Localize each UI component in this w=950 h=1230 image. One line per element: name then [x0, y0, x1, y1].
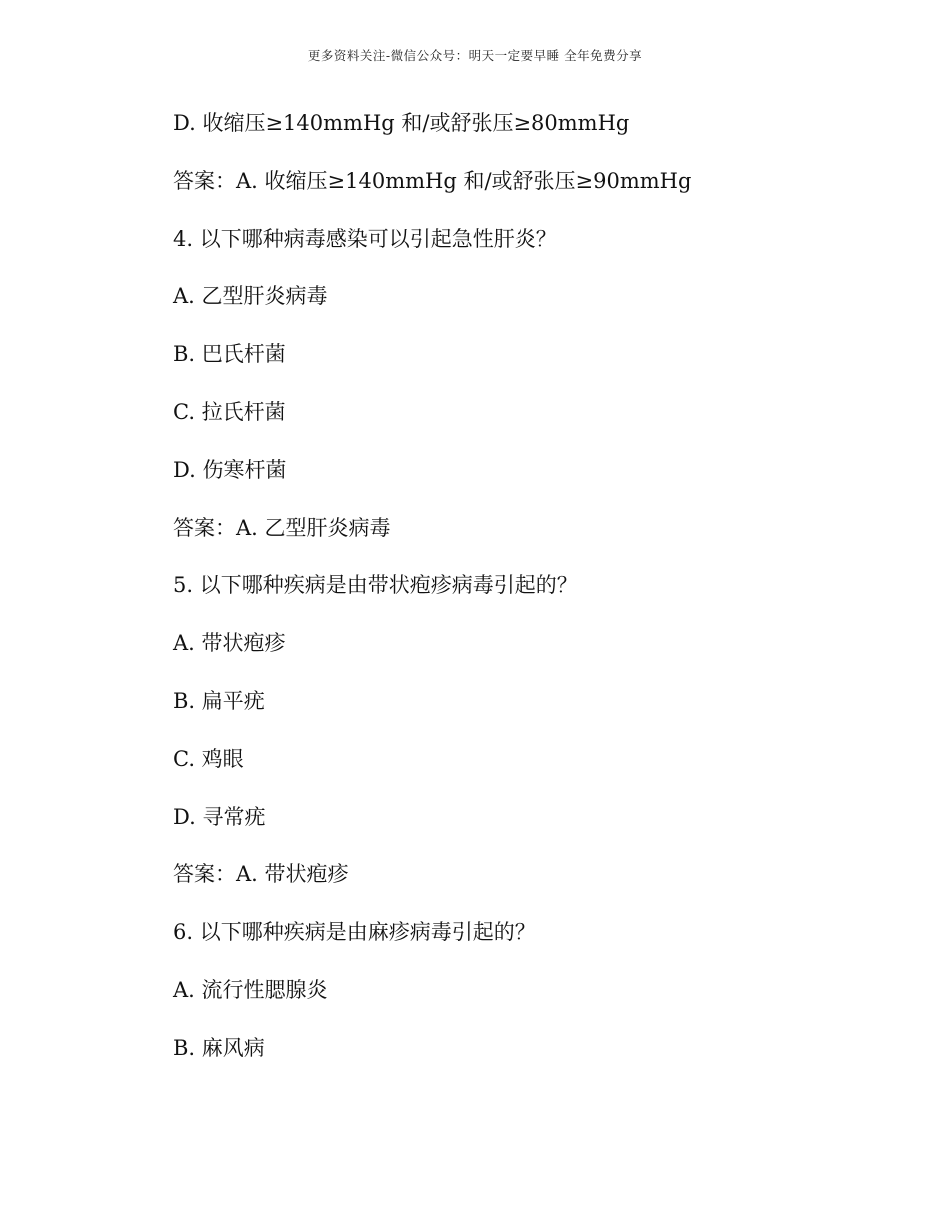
q5-option-a: A. 带状疱疹	[173, 631, 286, 656]
q5-option-d: D. 寻常疣	[173, 804, 266, 829]
q4-option-b: B. 巴氏杆菌	[173, 342, 286, 367]
q4-option-c: C. 拉氏杆菌	[173, 399, 286, 424]
q5-option-c: C. 鸡眼	[173, 746, 244, 771]
q6-question: 6. 以下哪种疾病是由麻疹病毒引起的？	[173, 920, 536, 945]
document-body	[173, 105, 813, 1088]
q4-answer: 答案：A. 乙型肝炎病毒	[173, 515, 391, 540]
q5-answer: 答案：A. 带状疱疹	[173, 862, 349, 887]
q3-answer: 答案：A. 收缩压≥140mmHg 和/或舒张压≥90mmHg	[173, 168, 692, 193]
page-header: 更多资料关注-微信公众号：明天一定要早睡 全年免费分享	[307, 48, 643, 63]
q4-option-d: D. 伤寒杆菌	[173, 457, 287, 482]
q4-question: 4. 以下哪种病毒感染可以引起急性肝炎？	[173, 226, 557, 251]
q5-question: 5. 以下哪种疾病是由带状疱疹病毒引起的？	[173, 573, 578, 598]
q3-option-d: D. 收缩压≥140mmHg 和/或舒张压≥80mmHg	[173, 111, 630, 135]
q6-option-b: B. 麻风病	[173, 1035, 265, 1060]
q5-option-b: B. 扁平疣	[173, 688, 265, 713]
q6-option-a: A. 流行性腮腺炎	[173, 977, 328, 1002]
q4-option-a: A. 乙型肝炎病毒	[173, 284, 328, 309]
